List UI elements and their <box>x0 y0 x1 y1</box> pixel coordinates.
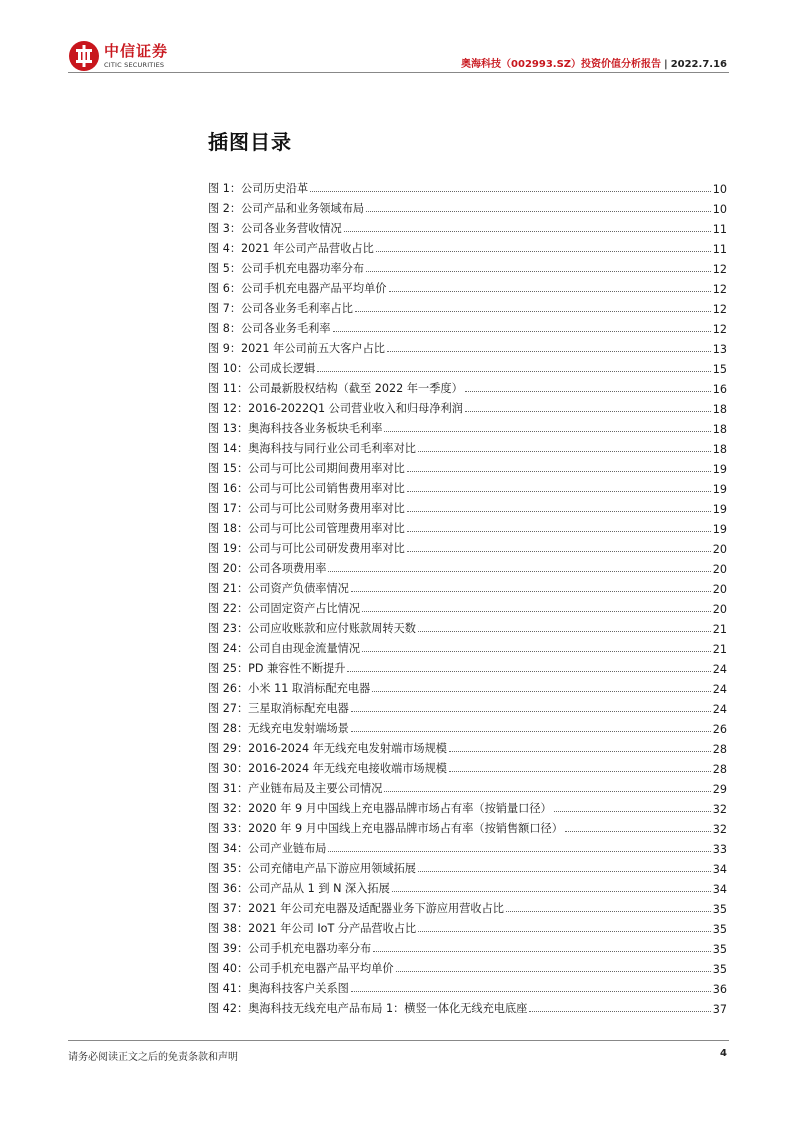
toc-entry-label: 图 10：公司成长逻辑 <box>208 362 316 375</box>
toc-leader-dots <box>418 630 711 632</box>
toc-entry-label: 图 13：奥海科技各业务板块毛利率 <box>208 422 383 435</box>
toc-entry-page: 35 <box>712 903 727 916</box>
toc-entry[interactable] <box>208 436 727 456</box>
toc-leader-dots <box>418 450 711 452</box>
toc-entry-label: 图 2：公司产品和业务领域布局 <box>208 202 365 215</box>
toc-entry[interactable] <box>208 956 727 976</box>
toc-entry[interactable] <box>208 616 727 636</box>
toc-entry[interactable] <box>208 756 727 776</box>
header-separator: | <box>664 59 668 70</box>
toc-leader-dots <box>389 290 711 292</box>
toc-leader-dots <box>565 830 711 832</box>
toc-entry[interactable] <box>208 656 727 676</box>
toc-entry-label: 图 41：奥海科技客户关系图 <box>208 982 349 995</box>
toc-entry-label: 图 9：2021 年公司前五大客户占比 <box>208 342 385 355</box>
figure-table-of-contents <box>208 176 727 1016</box>
toc-leader-dots <box>333 330 711 332</box>
toc-entry-label: 图 16：公司与可比公司销售费用率对比 <box>208 482 405 495</box>
toc-entry-label: 图 3：公司各业务营收情况 <box>208 222 342 235</box>
toc-entry-label: 图 6：公司手机充电器产品平均单价 <box>208 282 387 295</box>
toc-entry[interactable] <box>208 396 727 416</box>
toc-entry-page: 35 <box>712 963 727 976</box>
toc-entry[interactable] <box>208 836 727 856</box>
toc-entry-label: 图 35：公司充储电产品下游应用领域拓展 <box>208 862 416 875</box>
toc-leader-dots <box>396 970 711 972</box>
toc-entry[interactable] <box>208 856 727 876</box>
toc-leader-dots <box>328 850 710 852</box>
toc-leader-dots <box>376 250 711 252</box>
logo-en-text: CITIC SECURITIES <box>104 60 165 69</box>
citic-logo-icon <box>68 40 100 72</box>
toc-leader-dots <box>373 950 711 952</box>
toc-leader-dots <box>449 750 711 752</box>
toc-entry-label: 图 23：公司应收账款和应付账款周转天数 <box>208 622 416 635</box>
toc-entry[interactable] <box>208 516 727 536</box>
toc-entry-label: 图 7：公司各业务毛利率占比 <box>208 302 353 315</box>
toc-entry[interactable] <box>208 216 727 236</box>
toc-entry[interactable] <box>208 356 727 376</box>
toc-entry-page: 12 <box>712 323 727 336</box>
toc-leader-dots <box>355 310 711 312</box>
toc-entry[interactable] <box>208 916 727 936</box>
toc-entry-page: 12 <box>712 283 727 296</box>
toc-entry[interactable] <box>208 496 727 516</box>
toc-entry[interactable] <box>208 696 727 716</box>
toc-entry-page: 19 <box>712 463 727 476</box>
toc-leader-dots <box>366 210 711 212</box>
toc-entry[interactable] <box>208 416 727 436</box>
toc-entry[interactable] <box>208 596 727 616</box>
toc-entry[interactable] <box>208 816 727 836</box>
toc-leader-dots <box>366 270 711 272</box>
toc-entry-label: 图 4：2021 年公司产品营收占比 <box>208 242 374 255</box>
toc-entry-label: 图 5：公司手机充电器功率分布 <box>208 262 365 275</box>
toc-entry[interactable] <box>208 936 727 956</box>
toc-leader-dots <box>351 990 711 992</box>
header-divider <box>68 72 729 73</box>
footer-disclaimer: 请务必阅读正文之后的免责条款和声明 <box>68 1052 238 1063</box>
toc-entry-label: 图 22：公司固定资产占比情况 <box>208 602 361 615</box>
toc-leader-dots <box>449 770 711 772</box>
toc-entry-page: 35 <box>712 943 727 956</box>
toc-entry-page: 19 <box>712 523 727 536</box>
report-title: 奥海科技（002993.SZ）投资价值分析报告 <box>461 59 662 70</box>
toc-entry-page: 32 <box>712 823 727 836</box>
toc-entry-page: 12 <box>712 303 727 316</box>
toc-entry-page: 33 <box>712 843 727 856</box>
toc-entry-page: 18 <box>712 423 727 436</box>
toc-entry[interactable] <box>208 776 727 796</box>
toc-leader-dots <box>362 650 711 652</box>
toc-entry[interactable] <box>208 636 727 656</box>
toc-entry-label: 图 11：公司最新股权结构（截至 2022 年一季度） <box>208 382 463 395</box>
toc-entry-label: 图 18：公司与可比公司管理费用率对比 <box>208 522 405 535</box>
toc-entry[interactable] <box>208 716 727 736</box>
toc-entry-label: 图 15：公司与可比公司期间费用率对比 <box>208 462 405 475</box>
toc-leader-dots <box>529 1010 710 1012</box>
toc-entry-label: 图 28：无线充电发射端场景 <box>208 722 349 735</box>
toc-leader-dots <box>407 510 711 512</box>
report-header-info <box>461 55 727 70</box>
toc-leader-dots <box>407 490 711 492</box>
toc-entry-label: 图 37：2021 年公司充电器及适配器业务下游应用营收占比 <box>208 902 504 915</box>
toc-entry-page: 34 <box>712 863 727 876</box>
toc-entry-page: 12 <box>712 263 727 276</box>
toc-leader-dots <box>384 790 710 792</box>
toc-entry-page: 28 <box>712 763 727 776</box>
toc-entry-label: 图 33：2020 年 9 月中国线上充电器品牌市场占有率（按销售额口径） <box>208 822 563 835</box>
toc-entry-page: 26 <box>712 723 727 736</box>
toc-entry-page: 10 <box>712 203 727 216</box>
toc-entry[interactable] <box>208 556 727 576</box>
toc-entry-page: 24 <box>712 703 727 716</box>
toc-entry-page: 11 <box>712 243 727 256</box>
toc-entry-page: 35 <box>712 923 727 936</box>
toc-entry-label: 图 38：2021 年公司 IoT 分产品营收占比 <box>208 922 417 935</box>
toc-leader-dots <box>554 810 711 812</box>
toc-entry-label: 图 34：公司产业链布局 <box>208 842 327 855</box>
toc-entry[interactable] <box>208 456 727 476</box>
toc-leader-dots <box>418 930 711 932</box>
logo-cn-text: 中信证券 <box>104 41 169 60</box>
toc-entry[interactable] <box>208 536 727 556</box>
toc-leader-dots <box>328 570 710 572</box>
report-date: 2022.7.16 <box>670 59 727 70</box>
toc-entry-label: 图 21：公司资产负债率情况 <box>208 582 349 595</box>
toc-entry-label: 图 17：公司与可比公司财务费用率对比 <box>208 502 405 515</box>
toc-entry-label: 图 20：公司各项费用率 <box>208 562 327 575</box>
toc-entry[interactable] <box>208 376 727 396</box>
toc-entry-label: 图 32：2020 年 9 月中国线上充电器品牌市场占有率（按销量口径） <box>208 802 552 815</box>
toc-entry-page: 28 <box>712 743 727 756</box>
toc-entry-label: 图 14：奥海科技与同行业公司毛利率对比 <box>208 442 416 455</box>
toc-entry-page: 19 <box>712 503 727 516</box>
toc-leader-dots <box>407 530 711 532</box>
toc-entry[interactable] <box>208 736 727 756</box>
toc-entry[interactable] <box>208 296 727 316</box>
toc-entry-page: 11 <box>712 223 727 236</box>
toc-entry-page: 16 <box>712 383 727 396</box>
toc-entry[interactable] <box>208 676 727 696</box>
toc-entry-page: 10 <box>712 183 727 196</box>
toc-entry-page: 18 <box>712 443 727 456</box>
toc-entry[interactable] <box>208 976 727 996</box>
toc-entry[interactable] <box>208 796 727 816</box>
toc-entry[interactable] <box>208 996 727 1016</box>
toc-entry-label: 图 26：小米 11 取消标配充电器 <box>208 682 371 695</box>
toc-leader-dots <box>407 550 711 552</box>
toc-leader-dots <box>344 230 711 232</box>
toc-leader-dots <box>387 350 711 352</box>
toc-entry[interactable] <box>208 316 727 336</box>
toc-leader-dots <box>392 890 711 892</box>
toc-leader-dots <box>506 910 711 912</box>
toc-entry-label: 图 24：公司自由现金流量情况 <box>208 642 361 655</box>
toc-entry-page: 21 <box>712 623 727 636</box>
toc-entry[interactable] <box>208 196 727 216</box>
toc-leader-dots <box>465 410 711 412</box>
toc-leader-dots <box>317 370 710 372</box>
toc-entry-page: 20 <box>712 543 727 556</box>
toc-entry-page: 21 <box>712 643 727 656</box>
citic-logo <box>68 40 168 72</box>
toc-leader-dots <box>351 730 711 732</box>
toc-entry-page: 15 <box>712 363 727 376</box>
toc-entry-label: 图 31：产业链布局及主要公司情况 <box>208 782 383 795</box>
footer-page-number: 4 <box>720 1048 727 1059</box>
toc-entry-label: 图 40：公司手机充电器产品平均单价 <box>208 962 394 975</box>
page-title: 插图目录 <box>208 130 292 154</box>
toc-entry-page: 24 <box>712 683 727 696</box>
toc-entry-label: 图 1：公司历史沿革 <box>208 182 309 195</box>
toc-entry-page: 36 <box>712 983 727 996</box>
toc-leader-dots <box>465 390 711 392</box>
toc-leader-dots <box>418 870 711 872</box>
toc-entry-page: 24 <box>712 663 727 676</box>
page-header <box>0 0 793 80</box>
toc-entry-label: 图 42：奥海科技无线充电产品布局 1：横竖一体化无线充电底座 <box>208 1002 528 1015</box>
toc-leader-dots <box>407 470 711 472</box>
toc-entry[interactable] <box>208 276 727 296</box>
toc-entry-page: 20 <box>712 603 727 616</box>
toc-entry[interactable] <box>208 336 727 356</box>
toc-entry[interactable] <box>208 476 727 496</box>
toc-entry[interactable] <box>208 896 727 916</box>
toc-entry-label: 图 39：公司手机充电器功率分布 <box>208 942 372 955</box>
toc-entry-label: 图 36：公司产品从 1 到 N 深入拓展 <box>208 882 390 895</box>
toc-entry-label: 图 8：公司各业务毛利率 <box>208 322 331 335</box>
toc-entry-label: 图 30：2016-2024 年无线充电接收端市场规模 <box>208 762 447 775</box>
toc-entry-page: 37 <box>712 1003 727 1016</box>
toc-entry-label: 图 29：2016-2024 年无线充电发射端市场规模 <box>208 742 447 755</box>
toc-leader-dots <box>351 590 711 592</box>
toc-entry[interactable] <box>208 236 727 256</box>
toc-entry-page: 18 <box>712 403 727 416</box>
toc-entry-label: 图 19：公司与可比公司研发费用率对比 <box>208 542 405 555</box>
toc-entry-page: 20 <box>712 583 727 596</box>
toc-entry[interactable] <box>208 176 727 196</box>
toc-entry-label: 图 27：三星取消标配充电器 <box>208 702 349 715</box>
toc-leader-dots <box>351 710 711 712</box>
toc-entry-page: 13 <box>712 343 727 356</box>
toc-entry-page: 19 <box>712 483 727 496</box>
toc-entry-page: 34 <box>712 883 727 896</box>
toc-entry-label: 图 25：PD 兼容性不断提升 <box>208 662 346 675</box>
toc-entry[interactable] <box>208 876 727 896</box>
toc-entry-page: 20 <box>712 563 727 576</box>
toc-entry-page: 29 <box>712 783 727 796</box>
toc-entry-label: 图 12：2016-2022Q1 公司营业收入和归母净利润 <box>208 402 463 415</box>
toc-leader-dots <box>362 610 711 612</box>
toc-leader-dots <box>372 690 711 692</box>
toc-entry-page: 32 <box>712 803 727 816</box>
footer-divider <box>68 1040 729 1041</box>
toc-leader-dots <box>310 190 711 192</box>
toc-leader-dots <box>384 430 710 432</box>
toc-leader-dots <box>347 670 710 672</box>
toc-entry[interactable] <box>208 576 727 596</box>
toc-entry[interactable] <box>208 256 727 276</box>
